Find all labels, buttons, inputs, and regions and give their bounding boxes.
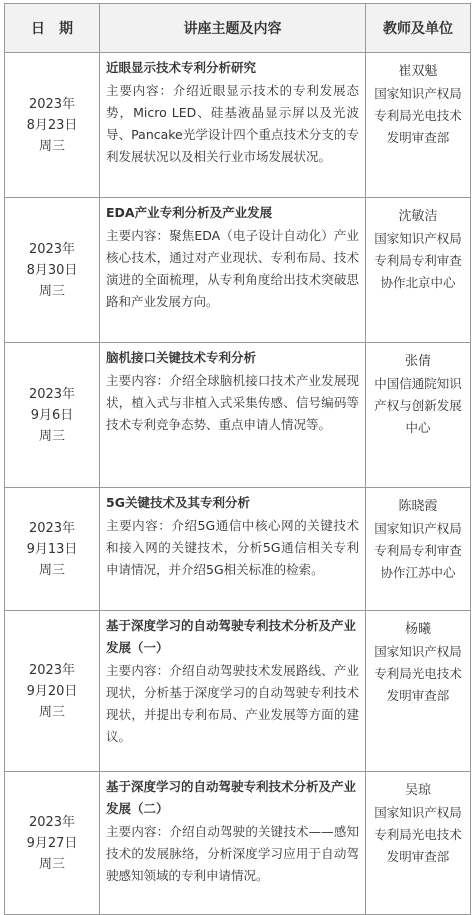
date-year: 2023年	[28, 814, 76, 830]
header-date: 日 期	[5, 4, 100, 53]
lecture-schedule-table	[4, 3, 471, 915]
teacher-org-line: 中国信通院知识	[374, 376, 462, 391]
teacher-org-line: 发明审查部	[386, 130, 450, 145]
teacher-org-line: 专利局光电技术	[374, 827, 462, 842]
teacher-org-line: 专利局专利审查	[374, 253, 462, 268]
lecture-description: 主要内容：介绍5G通信中核心网的关键技术和接入网的关键技术，分析5G通信相关专利申请情况，并介绍5G相关标准的检索。	[106, 518, 359, 577]
teacher-org-line: 产权与创新发展	[374, 398, 462, 413]
date-day: 9月13日	[26, 541, 78, 557]
topic-cell	[100, 53, 366, 198]
teacher-org-line: 发明审查部	[386, 849, 450, 864]
date-weekday: 周三	[38, 856, 65, 872]
date-year: 2023年	[28, 520, 76, 536]
date-day: 8月30日	[26, 262, 78, 278]
date-weekday: 周三	[38, 138, 65, 154]
date-weekday: 周三	[38, 283, 65, 299]
date-day: 9月20日	[26, 683, 78, 699]
table-row	[5, 611, 471, 772]
lecture-title: 基于深度学习的自动驾驶专利技术分析及产业发展（二）	[106, 779, 357, 816]
lecture-title: EDA产业专利分析及产业发展	[106, 205, 273, 220]
teacher-name: 张倩	[404, 354, 431, 369]
lecture-title: 近眼显示技术专利分析研究	[106, 60, 257, 75]
date-cell	[5, 343, 100, 488]
teacher-org-line: 国家知识产权局	[374, 644, 462, 659]
date-cell	[5, 53, 100, 198]
teacher-name: 陈晓霞	[398, 499, 438, 514]
teacher-name: 沈敏洁	[398, 209, 438, 224]
teacher-org-line: 专利局专利审查	[374, 543, 462, 558]
lecture-description: 主要内容：介绍全球脑机接口技术产业发展现状，植入式与非植入式采集传感、信号编码等技术专利竞争态势、重点申请人情况等。	[106, 373, 359, 432]
date-cell	[5, 488, 100, 611]
lecture-description: 主要内容：介绍自动驾驶的关键技术——感知技术的发展脉络，分析深度学习应用于自动驾驶感知领域的专利申请情况。	[106, 824, 359, 883]
date-weekday: 周三	[38, 704, 65, 720]
date-day: 9月6日	[30, 407, 74, 423]
date-year: 2023年	[28, 662, 76, 678]
teacher-org-line: 发明审查部	[386, 688, 450, 703]
teacher-name: 崔双魁	[398, 64, 438, 79]
teacher-org-line: 专利局光电技术	[374, 666, 462, 681]
teacher-cell	[366, 611, 471, 772]
teacher-name: 吴琼	[404, 783, 431, 798]
date-day: 8月23日	[26, 117, 78, 133]
topic-cell	[100, 611, 366, 772]
teacher-org-line: 协作江苏中心	[380, 565, 456, 580]
header-row	[5, 4, 471, 53]
header-teacher: 教师及单位	[366, 4, 471, 53]
table-row	[5, 343, 471, 488]
table-row	[5, 53, 471, 198]
lecture-description: 主要内容：介绍近眼显示技术的专利发展态势，Micro LED、硅基液晶显示屏以及光波导、Pancake光学设计四个重点技术分支的专利发展状况以及相关行业市场发展状况。	[106, 83, 359, 164]
teacher-org-line: 协作北京中心	[380, 275, 456, 290]
topic-cell	[100, 772, 366, 915]
teacher-org-line: 国家知识产权局	[374, 231, 462, 246]
lecture-title: 脑机接口关键技术专利分析	[106, 350, 257, 365]
date-weekday: 周三	[38, 562, 65, 578]
teacher-org-line: 国家知识产权局	[374, 521, 462, 536]
lecture-description: 主要内容：聚焦EDA（电子设计自动化）产业核心技术，通过对产业现状、专利布局、技术演进的全面梳理，从专利角度给出技术突破思路和产业发展方向。	[106, 228, 359, 309]
teacher-cell	[366, 488, 471, 611]
teacher-org-line: 国家知识产权局	[374, 805, 462, 820]
date-year: 2023年	[28, 386, 76, 402]
topic-cell	[100, 488, 366, 611]
table-row	[5, 488, 471, 611]
date-cell	[5, 611, 100, 772]
table-row	[5, 772, 471, 915]
teacher-name: 杨曦	[404, 622, 431, 637]
lecture-description: 主要内容：介绍自动驾驶技术发展路线、产业现状，分析基于深度学习的自动驾驶专利技术现状，并提出专利布局、产业发展等方面的建议。	[106, 663, 359, 744]
date-cell	[5, 198, 100, 343]
lecture-title: 基于深度学习的自动驾驶专利技术分析及产业发展（一）	[106, 618, 357, 655]
teacher-cell	[366, 772, 471, 915]
teacher-org-line: 中心	[405, 420, 431, 435]
teacher-cell	[366, 198, 471, 343]
date-weekday: 周三	[38, 428, 65, 444]
topic-cell	[100, 198, 366, 343]
lecture-title: 5G关键技术及其专利分析	[106, 495, 250, 510]
date-year: 2023年	[28, 96, 76, 112]
date-cell	[5, 772, 100, 915]
date-year: 2023年	[28, 241, 76, 257]
topic-cell	[100, 343, 366, 488]
teacher-org-line: 专利局光电技术	[374, 108, 462, 123]
header-topic: 讲座主题及内容	[100, 4, 366, 53]
teacher-cell	[366, 53, 471, 198]
date-day: 9月27日	[26, 835, 78, 851]
table-row	[5, 198, 471, 343]
teacher-cell	[366, 343, 471, 488]
teacher-org-line: 国家知识产权局	[374, 86, 462, 101]
